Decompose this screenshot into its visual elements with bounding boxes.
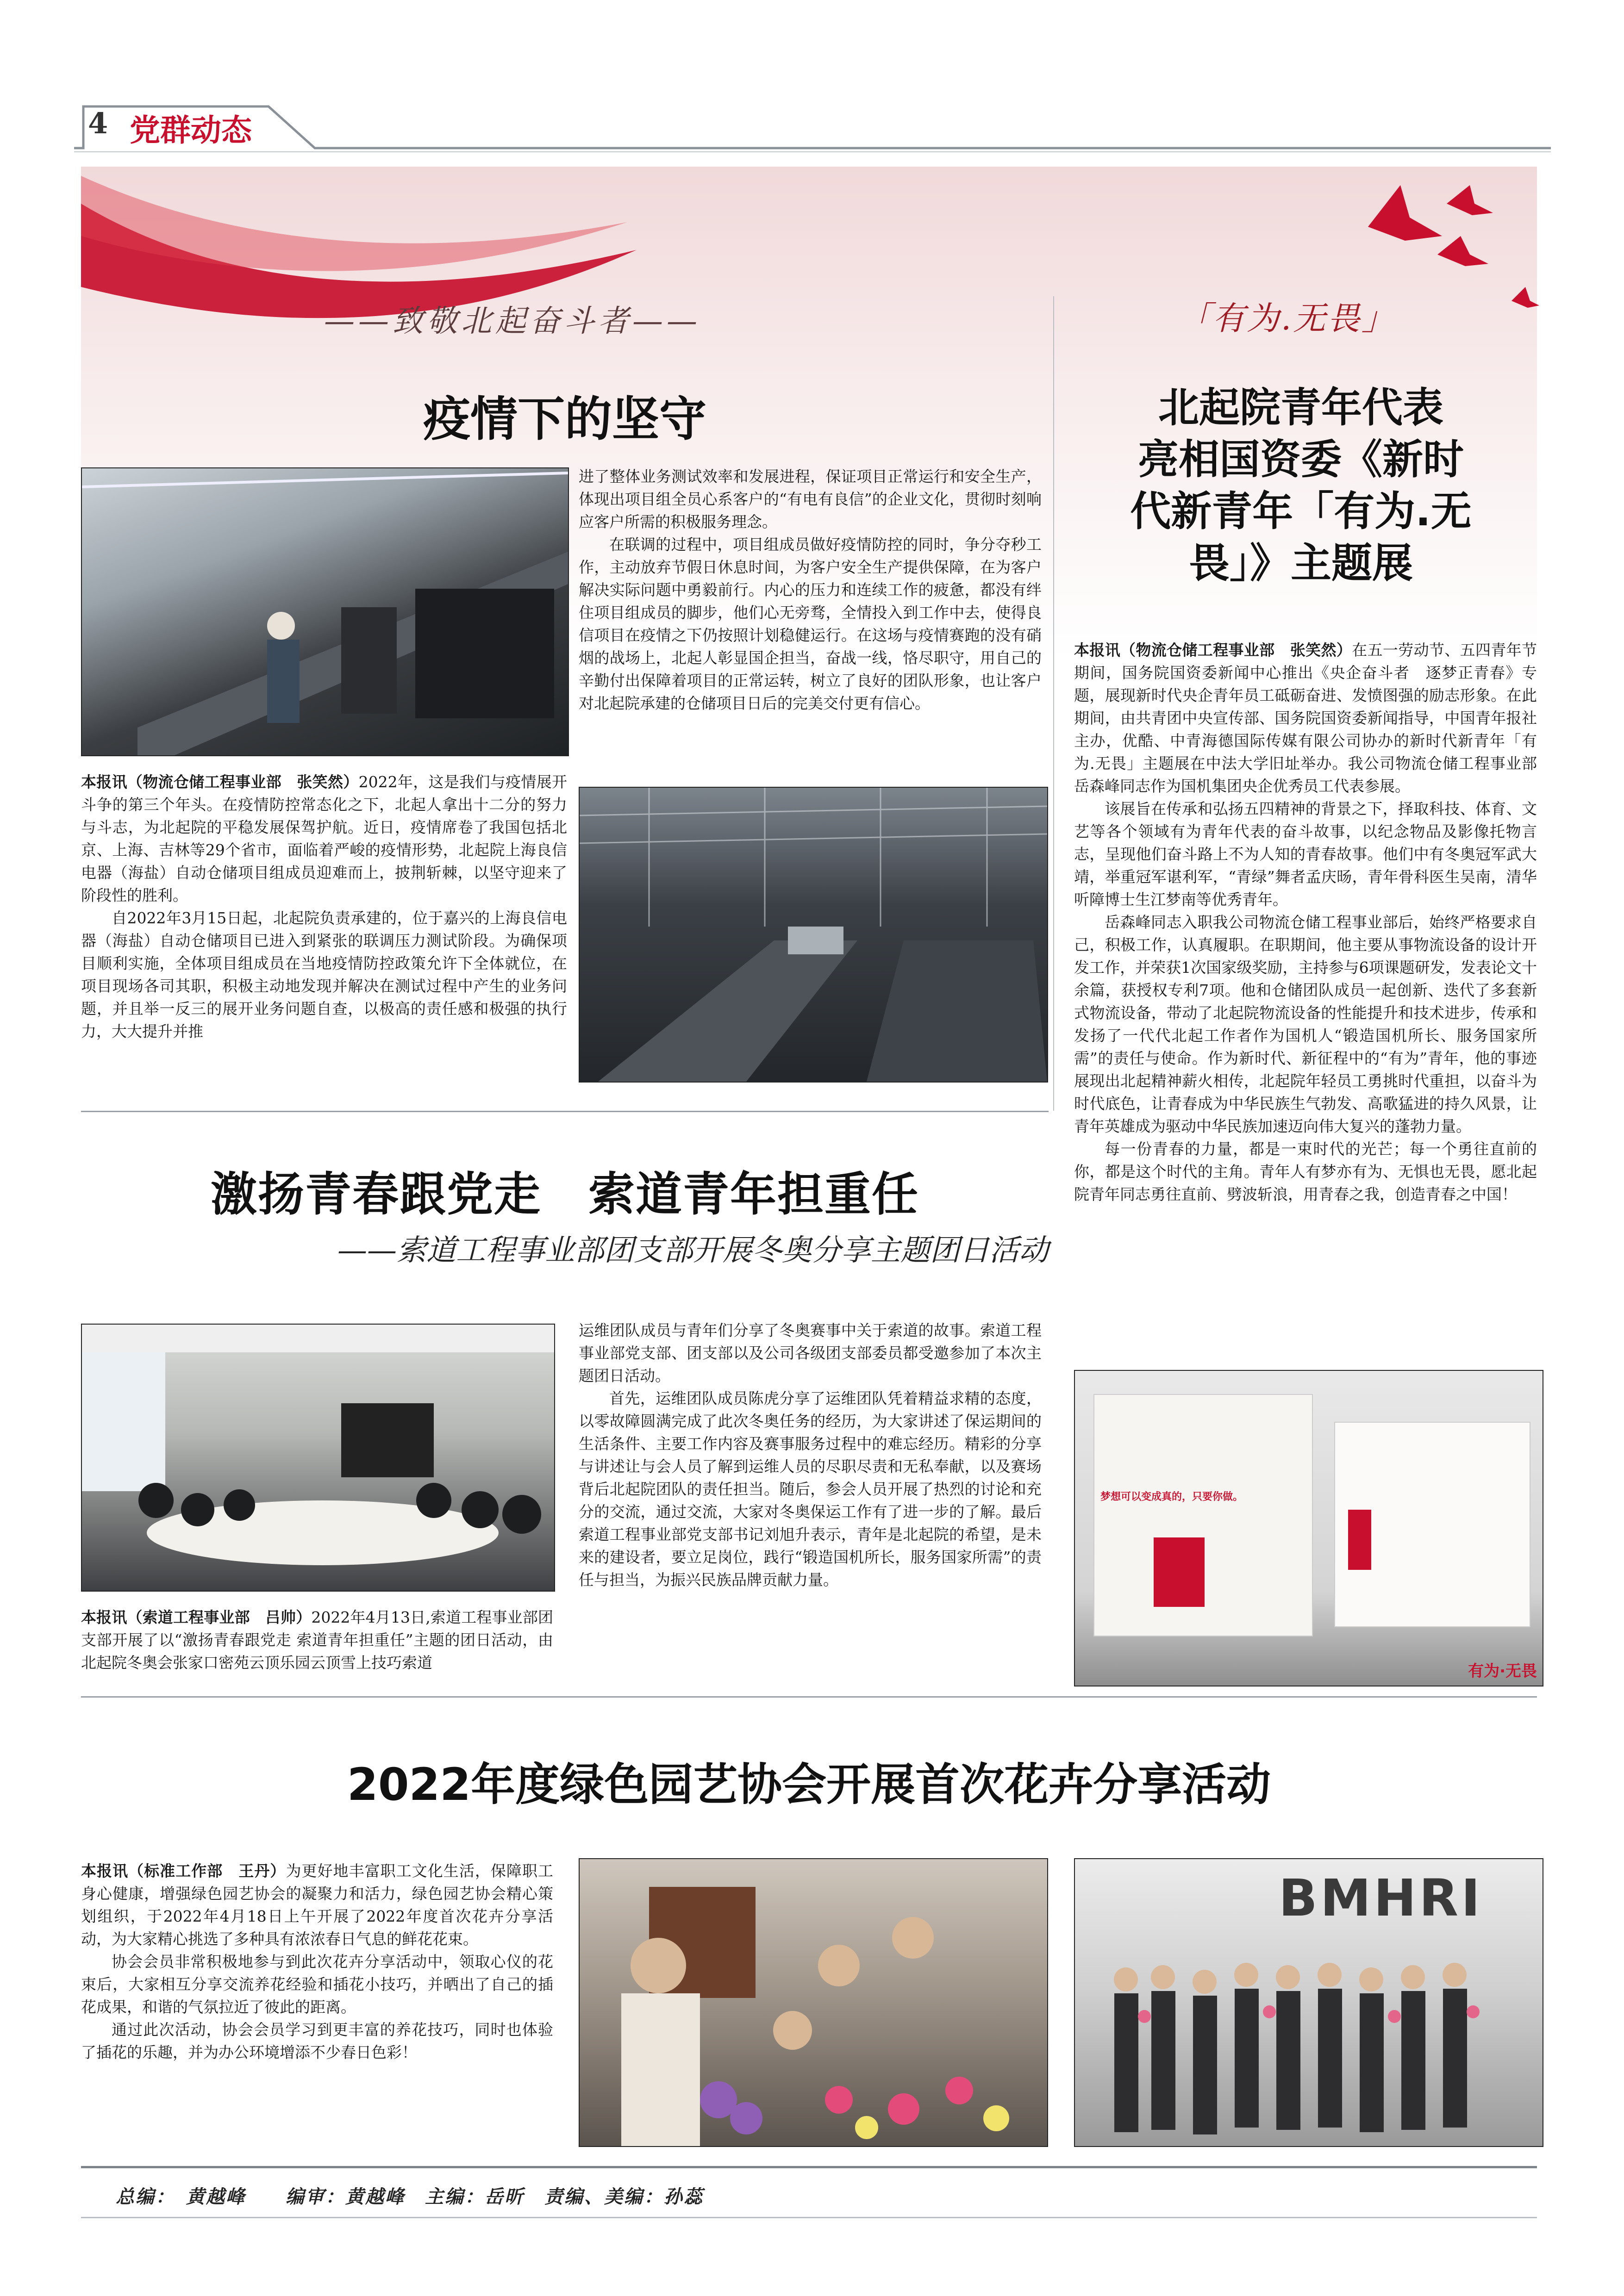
article4-body	[81, 1860, 553, 2064]
page-number: 4	[88, 106, 108, 140]
article3-title: 激扬青春跟党走 索道青年担重任	[211, 1167, 919, 1221]
article4-reporter: 本报讯（标准工作部 王丹）	[81, 1862, 286, 1880]
page-header	[74, 102, 1551, 153]
article2-paragraph: 每一份青春的力量，都是一束时代的光芒；每一个勇往直前的你，都是这个时代的主角。青年人有梦亦有为、无惧也无畏，愿北起院青年同志勇往直前、劈波斩浪，用青春之我，创造青春之中国！	[1074, 1140, 1537, 1203]
banner-right-slogan: 「有为.无畏」	[1178, 299, 1396, 337]
article3-paragraph: 运维团队成员与青年们分享了冬奥赛事中关于索道的故事。索道工程事业部党支部、团支部以及公司各级团支部委员都受邀参加了本次主题团日活动。	[579, 1321, 1042, 1385]
article2-paragraph: 该展旨在传承和弘扬五四精神的背景之下，择取科技、体育、文艺等各个领域有为青年代表的奋斗故事，以纪念物品及影像托物言志，呈现他们奋斗路上不为人知的青春故事。他们中有冬奥冠军武大靖，举重冠军谌利军，“青绿”舞者孟庆旸，青年骨科医生吴南，清华听障博士生江梦南等优秀青年。	[1074, 800, 1537, 908]
section-divider-2	[81, 1696, 1537, 1698]
article3-reporter: 本报讯（索道工程事业部 吕帅）	[81, 1608, 312, 1626]
section-title: 党群动态	[130, 112, 252, 148]
article1-column-right	[579, 465, 1042, 715]
flower-photo-1	[579, 1858, 1048, 2147]
article1-paragraph: 进了整体业务测试效率和发展进程，保证项目正常运行和安全生产，体现出项目组全员心系客户的“有电有良信”的企业文化，贯彻时刻响应客户所需的积极服务理念。	[579, 467, 1042, 531]
article2-title-line: 北起院青年代表	[1158, 384, 1443, 431]
article2-title-line: 亮相国资委《新时	[1137, 436, 1464, 483]
article3-column-left	[81, 1606, 553, 1674]
footer-credits: 总编： 黄越峰 编审：黄越峰 主编：岳昕 责编、美编：孙蕊	[116, 2186, 704, 2208]
column-divider-top	[1053, 296, 1054, 1111]
article1-reporter: 本报讯（物流仓储工程事业部 张笑然）	[81, 773, 359, 791]
article2-paragraph: 岳森峰同志入职我公司物流仓储工程事业部后，始终严格要求自己，积极工作，认真履职。在职期间，他主要从事物流设备的设计开发工作，并荣获1次国家级奖励，主持参与6项课题研发，发表论文十余篇，获授权专利7项。他和仓储团队成员一起创新、迭代了多套新式物流设备，带动了北起院物流设备的性能提升和技术进步，传承和发扬了一代代北起工作者作为国机人“锻造国机所长、服务国家所需”的责任与使命。作为新时代、新征程中的“有为”青年，他的事迹展现出北起精神薪火相传，北起院年轻员工勇挑时代重担，以奋斗为时代底色，让青春成为中华民族生气勃发、高歌猛进的持久风景，让青年英雄成为驱动中华民族加速迈向伟大复兴的蓬勃力量。	[1074, 913, 1537, 1135]
article4-title: 2022年度绿色园艺协会开展首次花卉分享活动	[347, 1759, 1271, 1811]
banner-left-slogan: ——致敬北起奋斗者——	[324, 303, 701, 339]
exhibition-red-strip	[1348, 1510, 1371, 1570]
meeting-photo	[81, 1324, 555, 1592]
article1-paragraph: 在联调的过程中，项目组成员做好疫情防控的同时，争分夺秒工作，主动放弃节假日休息时间，为客户安全生产提供保障，在为客户解决实际问题中勇毅前行。内心的压力和连续工作的疲惫，都没有绊住项目组成员的脚步，他们心无旁骛，全情投入到工作中去，使得良信项目在疫情之下仍按照计划稳健运行。在这场与疫情赛跑的没有硝烟的战场上，北起人彰显国企担当，奋战一线，恪尽职守，用自己的辛勤付出保障着项目的正常运转，树立了良好的团队形象，也让客户对北起院承建的仓储项目日后的完美交付更有信心。	[579, 535, 1042, 712]
article3-column-right	[579, 1319, 1042, 1591]
wall-lettering: BMHRI	[1279, 1868, 1483, 1928]
article4-paragraph: 通过此次活动，协会会员学习到更丰富的养花技巧，同时也体验了插花的乐趣，并为办公环境增添不少春日色彩！	[81, 2021, 553, 2061]
article1-column-left	[81, 771, 567, 1043]
article1-paragraph: 自2022年3月15日起，北起院负责承建的，位于嘉兴的上海良信电器（海盐）自动仓储项目已进入到紧张的联调压力测试阶段。为确保项目顺利实施，全体项目组成员在当地疫情防控政策允许下全体就位，在项目现场各司其职，积极主动地发现并解决在测试过程中产生的业务问题，并且举一反三的展开业务问题自查，以极高的责任感和极强的执行力，大大提升并推	[81, 909, 567, 1040]
red-ribbon-graphic	[81, 167, 683, 398]
exhibition-poster-text: 梦想可以变成真的，只要你做。	[1100, 1491, 1243, 1503]
photo-caption-logo: 有为·无畏	[1468, 1662, 1537, 1680]
article2-title-line: 畏」》主题展	[1188, 539, 1413, 587]
article2-paragraph: 在五一劳动节、五四青年节期间，国务院国资委新闻中心推出《央企奋斗者 逐梦正青春》专题，展现新时代央企青年员工砥砺奋进、发愤图强的励志形象。在此期间，由共青团中央宣传部、国务院国资委新闻指导，中国青年报社主办，优酷、中青海德国际传媒有限公司协办的新时代新青年「有为.无畏」主题展在中法大学旧址举办。我公司物流仓储工程事业部岳森峰同志作为国机集团央企优秀员工代表参展。	[1074, 641, 1537, 795]
exhibition-red-block	[1154, 1537, 1205, 1607]
warehouse-photo-1	[81, 467, 569, 756]
article1-title: 疫情下的坚守	[423, 392, 706, 447]
article2-body	[1074, 639, 1537, 1206]
section-divider-1	[81, 1111, 1049, 1112]
article4-paragraph: 协会会员非常积极地参与到此次花卉分享活动中，领取心仪的花束后，大家相互分享交流养花经验和插花小技巧，并晒出了自己的插花成果，和谐的气氛拉近了彼此的距离。	[81, 1953, 553, 2016]
footer-rule-top	[81, 2166, 1537, 2168]
exhibition-photo	[1074, 1370, 1543, 1686]
article2-title-line: 代新青年「有为.无	[1130, 487, 1472, 535]
article3-paragraph: 首先，运维团队成员陈虎分享了运维团队凭着精益求精的态度，以零故障圆满完成了此次冬奥任务的经历，为大家讲述了保运期间的生活条件、主要工作内容及赛事服务过程中的难忘经历。精彩的分享与讲述让与会人员了解到运维人员的尽职尽责和无私奉献，以及赛场背后北起院团队的责任担当。随后，参会人员开展了热烈的讨论和充分的交流，通过交流，大家对冬奥保运工作有了进一步的了解。最后索道工程事业部党支部书记刘旭升表示，青年是北起院的希望，是未来的建设者，要立足岗位，践行“锻造国机所长，服务国家所需”的责任与担当，为振兴民族品牌贡献力量。	[579, 1389, 1042, 1589]
article4-paragraph: 为更好地丰富职工文化生活，保障职工身心健康，增强绿色园艺协会的凝聚力和活力，绿色园艺协会精心策划组织，于2022年4月18日上午开展了2022年度首次花卉分享活动，为大家精心挑选了多种具有浓浓春日气息的鲜花花束。	[81, 1862, 554, 1948]
footer-rule-bottom	[81, 2217, 1537, 2218]
flower-photo-2	[1074, 1858, 1543, 2147]
article3-subtitle: ——索道工程事业部团支部开展冬奥分享主题团日活动	[337, 1233, 1049, 1268]
header-rule	[74, 102, 1551, 153]
article2-reporter: 本报讯（物流仓储工程事业部 张笑然）	[1074, 641, 1352, 659]
warehouse-photo-2	[579, 787, 1048, 1083]
article3-paragraph: 2022年4月13日,索道工程事业部团支部开展了以“激扬青春跟党走 索道青年担重任”主题的团日活动，由北起院冬奥会张家口密苑云顶乐园云顶雪上技巧索道	[81, 1608, 553, 1672]
article1-paragraph: 2022年，这是我们与疫情展开斗争的第三个年头。在疫情防控常态化之下，北起人拿出十二分的努力与斗志，为北起院的平稳发展保驾护航。近日，疫情席卷了我国包括北京、上海、吉林等29个省市，面临着严峻的疫情形势，北起院上海良信电器（海盐）自动仓储项目组成员迎难而上，披荆斩棘，以坚守迎来了阶段性的胜利。	[81, 773, 568, 904]
article2-title	[1065, 382, 1537, 589]
